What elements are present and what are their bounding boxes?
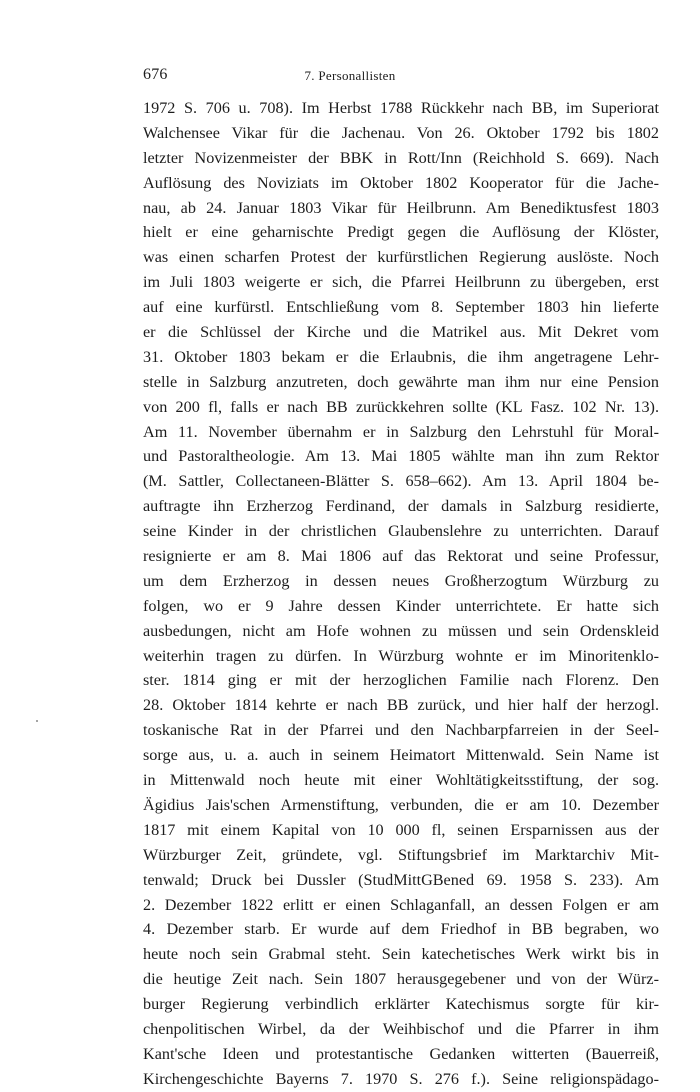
margin-mark (36, 720, 38, 722)
text-line: 1972 S. 706 u. 708). Im Herbst 1788 Rückkehr nach BB, im Superiorat (143, 99, 659, 117)
text-line: seine Kinder in der christlichen Glaubenslehre zu unterrichten. Darauf (143, 522, 659, 541)
text-line: (M. Sattler, Collectaneen-Blätter S. 658–662). Am 13. April 1804 be- (143, 472, 659, 491)
text-line: von 200 fl, falls er nach BB zurückkehren sollte (KL Fasz. 102 Nr. 13). (143, 397, 659, 416)
text-line: im Juli 1803 weigerte er sich, die Pfarrei Heilbrunn zu übergeben, erst (143, 273, 659, 292)
text-line: heute noch sein Grabmal steht. Sein katechetisches Werk wirkt bis in (143, 945, 659, 964)
text-line: Auflösung des Noviziats im Oktober 1802 Kooperator für die Jache- (143, 173, 659, 192)
text-line: Am 11. November übernahm er in Salzburg den Lehrstuhl für Moral- (143, 422, 659, 441)
text-line: Kant'sche Ideen und protestantische Gedanken witterten (Bauerreiß, (143, 1044, 659, 1063)
text-line: Walchensee Vikar für die Jachenau. Von 26. Oktober 1792 bis 1802 (143, 123, 659, 142)
text-line: chenpolitischen Wirbel, da der Weihbischof und die Pfarrer in ihm (143, 1019, 659, 1038)
text-line: folgen, wo er 9 Jahre dessen Kinder unterrichtete. Er hatte sich (143, 596, 659, 615)
text-line: stelle in Salzburg anzutreten, doch gewährte man ihm nur eine Pension (143, 372, 659, 391)
text-line: 28. Oktober 1814 kehrte er nach BB zurück, und hier half der herzogl. (143, 696, 659, 715)
text-line: resignierte er am 8. Mai 1806 auf das Rektorat und seine Professur, (143, 547, 659, 566)
text-line: nau, ab 24. Januar 1803 Vikar für Heilbrunn. Am Benediktusfest 1803 (143, 198, 659, 217)
text-line: weiterhin tragen zu dürfen. In Würzburg wohnte er im Minoritenklo- (143, 646, 659, 665)
text-line: was einen scharfen Protest der kurfürstlichen Regierung auslöste. Noch (143, 248, 659, 267)
text-line: letzter Novizenmeister der BBK in Rott/Inn (Reichhold S. 669). Nach (143, 148, 659, 167)
running-head: 7. Personallisten (304, 68, 396, 83)
text-line: ster. 1814 ging er mit der herzoglichen Familie nach Florenz. Den (143, 671, 659, 690)
text-line: Kirchengeschichte Bayerns 7. 1970 S. 276 f.). Seine religionspädago- (143, 1069, 659, 1088)
text-line: Ägidius Jais'schen Armenstiftung, verbunden, die er am 10. Dezember (143, 795, 659, 814)
text-line: auftragte ihn Erzherzog Ferdinand, der damals in Salzburg residierte, (143, 497, 659, 516)
text-line: 1817 mit einem Kapital von 10 000 fl, seinen Ersparnissen aus der (143, 820, 659, 839)
text-line: und Pastoraltheologie. Am 13. Mai 1805 wählte man ihn zum Rektor (143, 447, 659, 466)
text-line: 4. Dezember starb. Er wurde auf dem Friedhof in BB begraben, wo (143, 920, 659, 939)
text-line: ausbedungen, nicht am Hofe wohnen zu müssen und sein Ordenskleid (143, 621, 659, 640)
page-number: 676 (143, 66, 168, 83)
body-text (143, 96, 659, 1092)
text-line: in Mittenwald noch heute mit einer Wohltätigkeitsstiftung, der sog. (143, 771, 659, 790)
text-line: burger Regierung verbindlich erklärter Katechismus sorgte für kir- (143, 995, 659, 1014)
text-line: auf eine kurfürstl. Entschließung vom 8. September 1803 hin lieferte (143, 298, 659, 317)
text-line: er die Schlüssel der Kirche und die Matrikel aus. Mit Dekret vom (143, 323, 659, 342)
text-line: 2. Dezember 1822 erlitt er einen Schlaganfall, an dessen Folgen er am (143, 895, 659, 914)
text-line: Würzburger Zeit, gründete, vgl. Stiftungsbrief im Marktarchiv Mit- (143, 845, 659, 864)
text-line: um dem Erzherzog in dessen neues Großherzogtum Würzburg zu (143, 571, 659, 590)
text-line: 31. Oktober 1803 bekam er die Erlaubnis, die ihm angetragene Lehr- (143, 347, 659, 366)
text-line: hielt er eine geharnischte Predigt gegen die Auflösung der Klöster, (143, 223, 659, 242)
text-line: tenwald; Druck bei Dussler (StudMittGBened 69. 1958 S. 233). Am (143, 870, 659, 889)
text-line: sorge aus, u. a. auch in seinem Heimatort Mittenwald. Sein Name ist (143, 746, 659, 765)
text-line: toskanische Rat in der Pfarrei und den Nachbarpfarreien in der Seel- (143, 721, 659, 740)
text-line: die heutige Zeit nach. Sein 1807 herausgegebener und von der Würz- (143, 970, 659, 989)
